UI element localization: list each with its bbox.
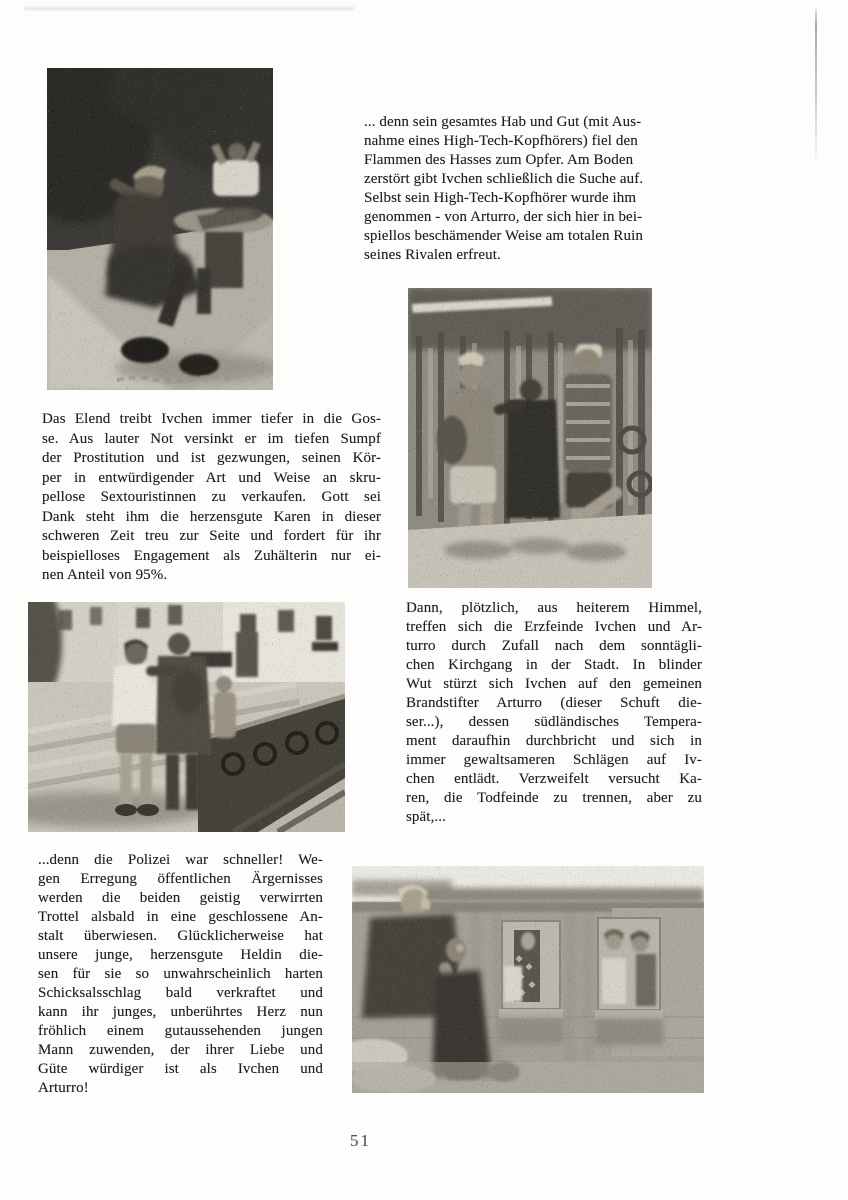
text-line: Das Elend treibt Ivchen immer tiefer in die Gos- <box>42 411 381 427</box>
text-line: Mann zuwenden, der ihrer Liebe und <box>38 1042 323 1058</box>
text-line: Selbst sein High-Tech-Kopfhörer wurde ihm <box>364 190 637 206</box>
text-block-dann-ploetzlich <box>406 599 702 827</box>
text-line: pellose Sextouristinnen zu verkaufen. Gott sei <box>42 489 381 505</box>
text-line: Wut stürzt sich Ivchen auf den gemeinen <box>406 676 702 692</box>
text-line: spät,... <box>406 809 446 825</box>
text-line: chen entlädt. Verzweifelt versucht Ka- <box>406 771 702 787</box>
text-line: kann ihr junges, unberührtes Herz nun <box>38 1004 323 1020</box>
text-line: genommen - von Arturro, der sich hier in bei- <box>364 209 643 225</box>
text-line: schweren Zeit treu zur Seite und fordert für ihr <box>42 528 381 544</box>
text-line: ...denn die Polizei war schneller! We- <box>38 852 323 868</box>
text-line: ment daraufhin durchbricht und sich in <box>406 733 702 749</box>
text-line: Brandstifter Arturro (dieser Schuft die- <box>406 695 702 711</box>
text-line: spiellos beschämender Weise am totalen Ruin <box>364 228 643 244</box>
text-block-polizei <box>38 851 323 1098</box>
text-line: treffen sich die Erzfeinde Ivchen und Ar- <box>406 619 702 635</box>
text-line: der Prostitution und ist gezwungen, seinen Kör- <box>42 450 381 466</box>
text-line: nen Anteil von 95%. <box>42 567 168 583</box>
text-line: unsere junge, herzensgute Heldin die- <box>38 947 323 963</box>
text-line: nahme eines High-Tech-Kopfhörers) fiel den <box>364 133 638 149</box>
text-line: beispielloses Engagement als Zuhälterin nur ei- <box>42 547 381 564</box>
text-line: Trottel alsbald in eine geschlossene An- <box>38 909 323 925</box>
text-line: gen Erregung öffentlichen Ärgernisses <box>38 871 323 887</box>
text-line: sen für sie so unwahrscheinlich harten <box>38 966 323 982</box>
text-line: se. Aus lauter Not versinkt er im tiefen Sumpf <box>42 430 381 447</box>
text-line: Dank steht ihm die herzensgute Karen in dieser <box>42 508 381 525</box>
text-line: Arturro! <box>38 1080 89 1096</box>
scan-smudge <box>24 7 354 10</box>
text-line: Dann, plötzlich, aus heiterem Himmel, <box>406 600 702 616</box>
text-line: werden die beiden geistig verwirrten <box>38 890 323 906</box>
text-line: ... denn sein gesamtes Hab und Gut (mit Aus- <box>364 114 642 130</box>
text-line: ser...), dessen südländisches Tempera- <box>406 714 702 730</box>
text-line: fröhlich einem gutaussehenden jungen <box>38 1023 323 1039</box>
photo-fence-meeting <box>408 288 652 588</box>
photo-bridge-fight <box>28 602 345 832</box>
text-line: Schicksalsschlag bald verkraftet und <box>38 985 323 1001</box>
text-line: ren, die Todfeinde zu trennen, aber zu <box>406 790 702 806</box>
text-line: zerstört gibt Ivchen schließlich die Suche auf. <box>364 171 644 187</box>
text-line: Güte würdiger ist als Ivchen und <box>38 1061 323 1077</box>
text-line: immer gewaltsameren Schlägen auf Iv- <box>406 752 702 768</box>
page-number: 51 <box>350 1131 371 1150</box>
text-line: turro durch Zufall nach dem sonntägli- <box>406 638 702 654</box>
text-line: seines Rivalen erfreut. <box>364 247 501 263</box>
text-line: chen Kirchgang in der Stadt. In blinder <box>406 657 702 673</box>
scan-edge-line <box>815 4 817 166</box>
text-line: Flammen des Hasses zum Opfer. Am Boden <box>364 152 634 168</box>
photo-wall-embrace <box>352 866 704 1093</box>
text-block-hab-und-gut <box>364 113 686 265</box>
text-line: stalt überwiesen. Glücklicherweise hat <box>38 928 323 944</box>
text-block-das-elend <box>42 410 381 586</box>
photo-despair <box>47 68 273 390</box>
text-line: per in entwürdigender Art und Weise an skru- <box>42 469 381 486</box>
